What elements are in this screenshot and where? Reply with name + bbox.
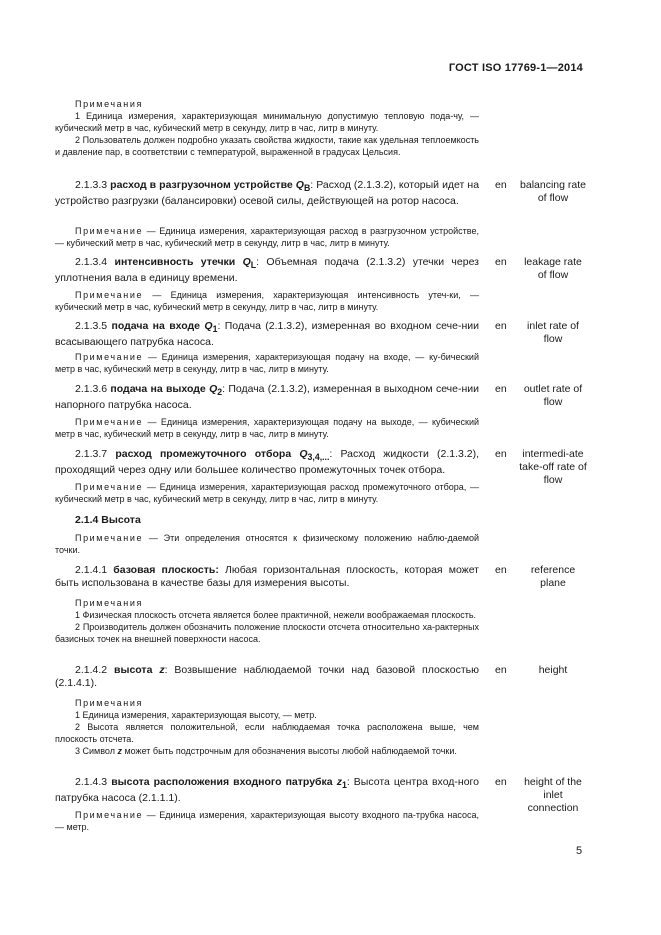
notes-heading: Примечания <box>75 698 143 708</box>
entry-2-1-4-3 <box>55 776 479 806</box>
note-1: 1 Единица измерения, характеризующая высоту, — метр. <box>75 710 317 720</box>
note-text: — Единица измерения, характеризующая расход в разгрузочном устройстве, — кубический метр в час, кубический метр в секунду, литр в час, литр в минуту. <box>55 226 479 248</box>
entry-number: 2.1.3.7 <box>75 448 108 460</box>
definition: Любая горизонтальная плоскость, которая может быть использована в качестве базы для измерения высоты. <box>55 564 479 590</box>
note-2-1-4 <box>55 532 479 556</box>
definition: : Расход (2.1.3.2), который идет на устройство разгрузки (балансировки) осевой силы, действующей на ротор насоса. <box>55 179 480 208</box>
term: базовая плоскость: <box>113 564 219 576</box>
english-term: leakage rate of flow <box>524 256 582 281</box>
entry-2-1-3-4 <box>55 256 479 286</box>
note-text: может быть подстрочным для обозначения высоты любой наблюдаемой точки. <box>121 746 457 756</box>
note-label: Примечание <box>75 290 144 300</box>
symbol-subscript: L <box>250 260 257 271</box>
note-2: 2 Производитель должен обозначить положение плоскости отсчета относительно ха-рактерных базисных точек на внешней поверхности насоса. <box>55 622 479 644</box>
note-text: — Эти определения относятся к физическому положению наблю-даемой точки. <box>55 533 479 555</box>
note-3 <box>55 745 479 757</box>
note-2: 2 Высота является положительной, если наблюдаемая точка расположена выше, чем плоскость отсчета. <box>55 722 479 744</box>
section-heading: 2.1.4 Высота <box>75 514 141 526</box>
english-term: height of the inlet connection <box>524 776 582 814</box>
entry-number: 2.1.3.3 <box>75 179 108 191</box>
note-2-1-3-6 <box>55 416 479 440</box>
entry-2-1-3-7 <box>55 448 479 478</box>
symbol-subscript: B <box>303 183 311 194</box>
note-label: Примечание <box>75 417 144 427</box>
entry-number: 2.1.3.5 <box>75 320 108 332</box>
entry-number: 2.1.4.3 <box>75 776 108 788</box>
note-text: — Единица измерения, характеризующая расход промежуточного отбора, — кубический метр в час, кубический метр в секунду, литр в час, литр в минуту. <box>55 482 479 504</box>
lang-code: en <box>495 179 507 191</box>
page-header: ГОСТ ISO 17769-1—2014 <box>448 62 583 74</box>
lang-code: en <box>495 320 507 332</box>
notes-heading: Примечания <box>75 99 143 109</box>
symbol-subscript: 3,4,... <box>307 452 330 463</box>
lang-code: en <box>495 776 507 788</box>
english-term: balancing rate of flow <box>520 179 586 204</box>
note-2-1-3-5 <box>55 351 479 375</box>
term: интенсивность утечки <box>114 256 236 268</box>
note-2: 2 Пользователь должен подробно указать свойства жидкости, такие как удельная теплоемкость и давление пар, в соответствии с температурой, выраженной в градусах Цельсия. <box>55 135 479 157</box>
entry-2-1-3-6 <box>55 383 479 413</box>
notes-2-1-4-2 <box>55 697 479 757</box>
definition: : Подача (2.1.3.2), измеренная во входном сече-нии всасывающего патрубка насоса. <box>55 320 479 349</box>
note-label: Примечание <box>75 352 144 362</box>
entry-2-1-3-5 <box>55 320 479 350</box>
term: подача на выходе <box>110 383 206 395</box>
english-term: outlet rate of flow <box>523 383 583 408</box>
entry-2-1-3-3 <box>55 179 479 209</box>
english-term: inlet rate of flow <box>527 320 579 345</box>
lang-code: en <box>495 383 507 395</box>
note-text: 3 Символ <box>75 746 118 756</box>
notes-heading: Примечания <box>75 598 143 608</box>
note-text: — Единица измерения, характеризующая высоту входного па-трубка насоса, — метр. <box>55 810 479 832</box>
note-label: Примечание <box>75 226 144 236</box>
note-2-1-3-7 <box>55 481 479 505</box>
lang-code: en <box>495 256 507 268</box>
symbol: Q <box>204 320 213 332</box>
term: высота расположения входного патрубка <box>111 776 333 788</box>
definition: : Расход жидкости (2.1.3.2), проходящий через одну или большее количество промежуточных точек отбора. <box>55 448 480 477</box>
note-2-1-3-4 <box>55 289 479 313</box>
symbol: Q <box>299 448 308 460</box>
symbol: Q <box>209 383 218 395</box>
symbol-subscript: 1 <box>212 324 218 335</box>
note-label: Примечание <box>75 482 144 492</box>
term: высота <box>114 664 153 676</box>
lang-code: en <box>495 664 507 676</box>
english-term: height <box>538 664 568 676</box>
lang-code: en <box>495 564 507 576</box>
definition: : Объемная подача (2.1.3.2) утечки через уплотнения вала в единицу времени. <box>55 256 479 285</box>
note-2-1-3-3 <box>55 225 479 249</box>
symbol-subscript: 1 <box>341 780 347 791</box>
definition: : Подача (2.1.3.2), измеренная в выходном сече-нии напорного патрубка насоса. <box>55 383 480 412</box>
symbol: z <box>159 664 165 676</box>
symbol-subscript: 2 <box>217 387 223 398</box>
note-text: — Единица измерения, характеризующая подачу на входе, — ку-бический метр в час, кубический метр в секунду, литр в час, литр в минуту. <box>55 352 479 374</box>
entry-number: 2.1.4.1 <box>75 564 108 576</box>
note-text: — Единица измерения, характеризующая интенсивность утеч-ки, — кубический метр в час, кубический метр в секунду, литр в час, литр в минуту. <box>55 290 479 312</box>
entry-number: 2.1.3.4 <box>75 256 108 268</box>
entry-2-1-4-2 <box>55 664 479 690</box>
symbol: Q <box>242 256 251 268</box>
term: расход промежуточного отбора <box>115 448 292 460</box>
definition: : Высота центра вход-ного патрубка насоса (2.1.1.1). <box>55 776 479 805</box>
english-term: reference plane <box>530 564 576 589</box>
lang-code: en <box>495 448 507 460</box>
term: расход в разгрузочном устройстве <box>110 179 293 191</box>
note-1: 1 Единица измерения, характеризующая минимальную допустимую тепловую пода-чу, — кубический метр в час, кубический метр в секунду, литр в час, литр в минуту. <box>55 111 479 133</box>
note-label: Примечание <box>75 810 144 820</box>
page-number: 5 <box>576 845 583 857</box>
note-text: — Единица измерения, характеризующая подачу на выходе, — кубический метр в час, кубический метр в секунду, литр в час, литр в минуту. <box>55 417 479 439</box>
note-1: 1 Физическая плоскость отсчета является более практичной, нежели воображаемая плоскость. <box>75 610 477 620</box>
symbol: z <box>117 746 122 756</box>
term: подача на входе <box>111 320 201 332</box>
definition: : Возвышение наблюдаемой точки над базовой плоскостью (2.1.4.1). <box>55 664 480 690</box>
note-2-1-4-3 <box>55 809 479 833</box>
english-term: intermedi-ate take-off rate of flow <box>519 448 587 486</box>
symbol: Q <box>295 179 304 191</box>
entry-number: 2.1.3.6 <box>75 383 108 395</box>
note-label: Примечание <box>75 533 144 543</box>
entry-2-1-4-1 <box>55 564 479 590</box>
symbol: z <box>336 776 342 788</box>
entry-number: 2.1.4.2 <box>75 664 108 676</box>
notes-2-1-4-1 <box>55 597 479 645</box>
notes-top <box>55 98 479 158</box>
